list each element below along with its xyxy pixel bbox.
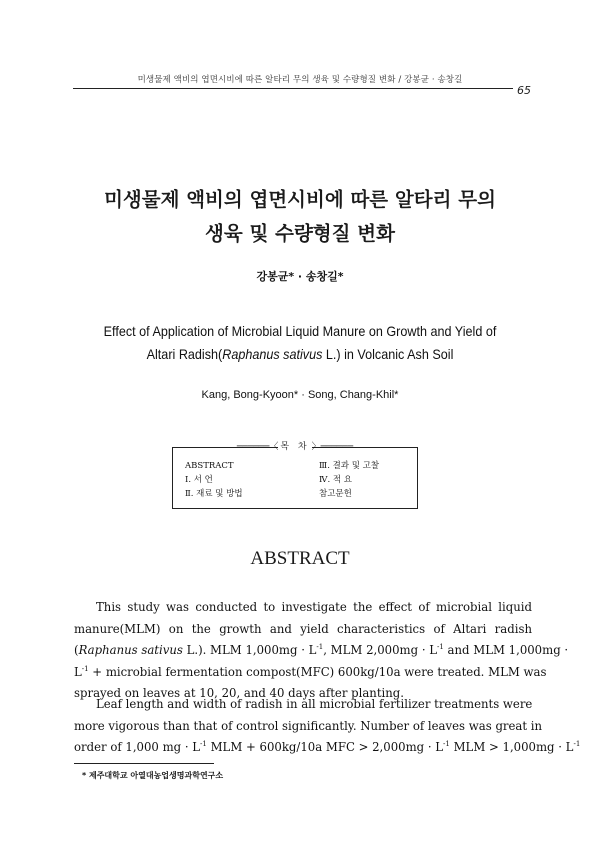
english-title-suffix: L.) in Volcanic Ash Soil: [322, 346, 454, 362]
superscript: -1: [200, 740, 207, 749]
text-run: and MLM 1,000mg ·: [443, 643, 569, 658]
english-title-prefix: Altari Radish(: [146, 346, 223, 362]
superscript: -1: [443, 740, 450, 749]
text-line: This study was conducted to investigate the effect of microbial liquid: [96, 600, 532, 614]
korean-title-line1: 미생물제 액비의 엽면시비에 따른 알타리 무의: [104, 188, 496, 211]
superscript: -1: [573, 740, 581, 749]
text-run: L.). MLM 1,000mg · L: [182, 643, 317, 658]
english-title-line2: [30, 343, 570, 366]
abstract-paragraph-2: [74, 694, 581, 759]
toc-right-column: [319, 459, 379, 501]
running-head: 미생물제 액비의 엽면시비에 따른 알타리 무의 생육 및 수량형질 변화 / 강봉균 · 송창길: [137, 75, 463, 85]
toc-item: ABSTRACT: [185, 461, 234, 471]
text-line: [74, 737, 581, 759]
text-line: [74, 640, 569, 662]
toc-item: Ⅱ. 재료 및 방법: [185, 489, 243, 499]
text-line: sprayed on leaves at 10, 20, and 40 days after planting.: [74, 686, 404, 701]
text-line: [74, 662, 547, 684]
text-run: + microbial fermentation compost(MFC) 600kg/10a were treated. MLM was: [88, 664, 547, 679]
text-line: more vigorous than that of control significantly. Number of leaves was great in: [74, 718, 543, 733]
superscript: -1: [316, 643, 324, 652]
text-run: L: [74, 664, 82, 679]
text-run: MLM > 1,000mg · L: [449, 740, 574, 755]
toc-header: ──────〈 목 차 〉──────: [236, 442, 354, 452]
toc-header-label: 목 차: [280, 442, 310, 452]
text-run: MLM + 600kg/10a MFC > 2,000mg · L: [206, 740, 444, 755]
species-name: Raphanus sativus: [78, 643, 183, 658]
text-run: order of 1,000 mg · L: [74, 740, 201, 755]
toc-item: Ⅲ. 결과 및 고찰: [319, 461, 380, 471]
footnote-rule: [74, 763, 214, 764]
abstract-paragraph-1: [74, 597, 569, 705]
korean-title: [0, 183, 600, 251]
toc-item: 참고문헌: [319, 489, 352, 499]
text-line: manure(MLM) on the growth and yield characteristics of Altari radish: [74, 621, 532, 636]
english-authors: Kang, Bong-Kyoon* · Song, Chang-Khil*: [201, 389, 399, 401]
english-title: [30, 320, 570, 366]
english-title-line1: Effect of Application of Microbial Liquid Manure on Growth and Yield of: [103, 323, 497, 339]
footnote: * 제주대학교 아열대농업생명과학연구소: [82, 771, 224, 780]
page-number: 65: [517, 84, 531, 97]
abstract-heading: ABSTRACT: [250, 548, 350, 569]
toc-item: Ⅰ. 서 언: [185, 475, 213, 485]
header-rule: [73, 88, 513, 89]
korean-title-line2: 생육 및 수량형질 변화: [205, 222, 395, 245]
toc-left-column: [185, 459, 243, 501]
toc-item: Ⅳ. 적 요: [319, 475, 353, 485]
text-line: Leaf length and width of radish in all microbial fertilizer treatments were: [96, 697, 533, 711]
table-of-contents: [172, 442, 418, 509]
text-run: (: [74, 643, 79, 658]
species-name: Raphanus sativus: [222, 346, 323, 362]
superscript: -1: [81, 664, 89, 673]
korean-authors: 강봉균* · 송창길*: [256, 270, 344, 283]
superscript: -1: [437, 643, 444, 652]
text-run: , MLM 2,000mg · L: [323, 643, 438, 658]
